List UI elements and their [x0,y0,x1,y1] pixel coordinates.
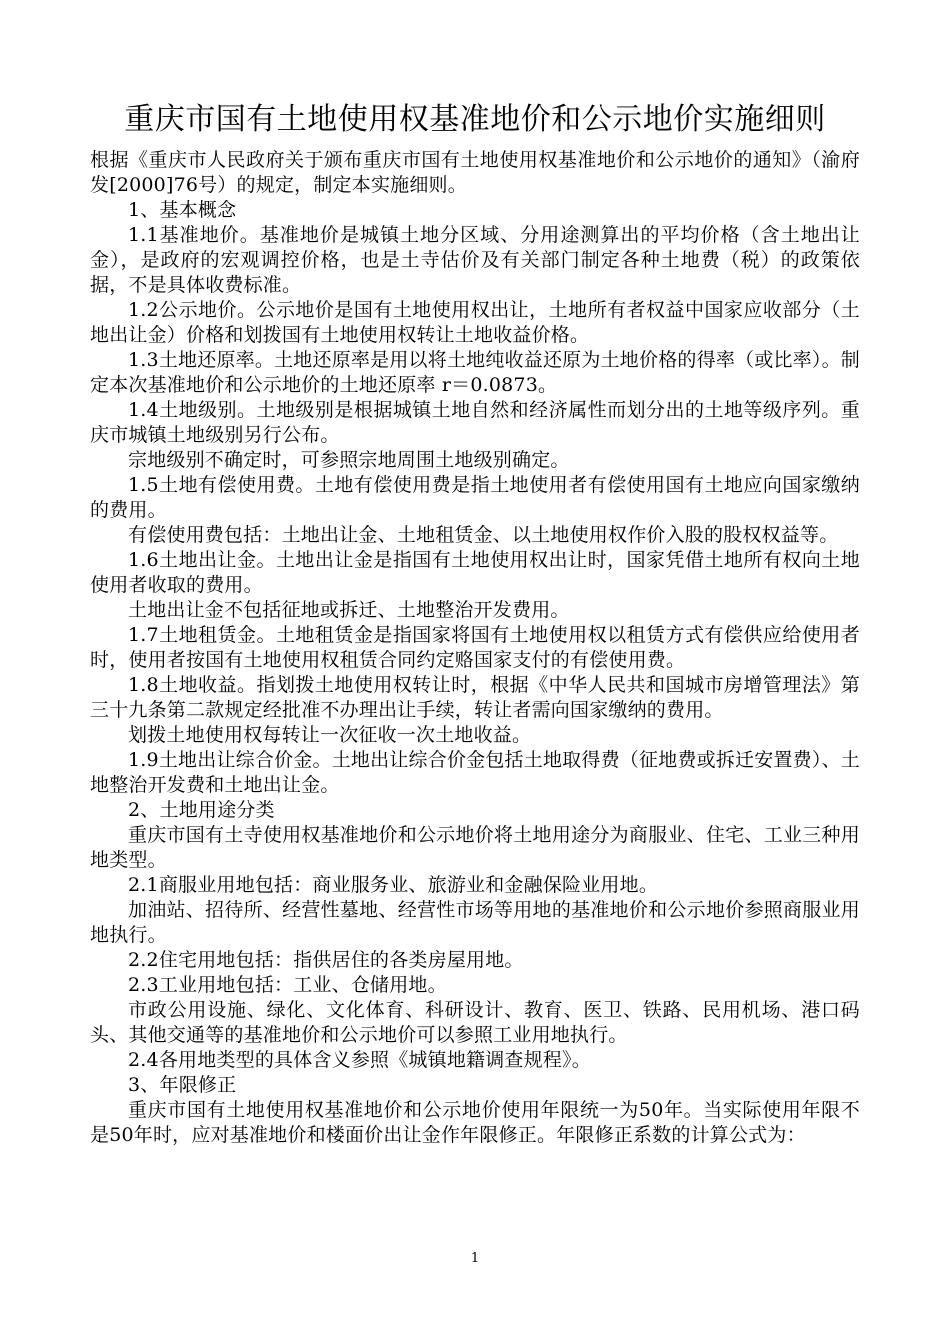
paragraph: 1、基本概念 [128,199,237,221]
paragraph: 2.3工业用地包括：工业、仓储用地。 [128,974,447,996]
paragraph: 重庆市国有土地使用权基准地价和公示地价使用年限统一为50年。当实际使用年限不是50年时，应对基准地价和楼面价出让金作年限修正。年限修正系数的计算公式为： [90,1099,860,1146]
paragraph: 2.1商服业用地包括：商业服务业、旅游业和金融保险业用地。 [128,874,659,896]
paragraph: 2、土地用途分类 [128,799,275,821]
paragraph: 2.4各用地类型的具体含义参照《城镇地籍调查规程》。 [128,1049,591,1071]
paragraph: 3、年限修正 [128,1074,237,1096]
paragraph: 1.9土地出让综合价金。土地出让综合价金包括土地取得费（征地费或拆迁安置费）、土地整治开发费和土地出让金。 [90,749,860,796]
paragraph: 有偿使用费包括：土地出让金、土地租赁金、以土地使用权作价入股的股权权益等。 [128,524,839,546]
paragraph: 1.3土地还原率。土地还原率是用以将土地纯收益还原为土地价格的得率（或比率）。制定本次基准地价和公示地价的土地还原率 r＝0.0873。 [90,349,860,396]
paragraph: 宗地级别不确定时，可参照宗地周围土地级别确定。 [128,449,570,471]
paragraph: 加油站、招待所、经营性墓地、经营性市场等用地的基准地价和公示地价参照商服业用地执行。 [90,899,860,946]
paragraph: 2.2住宅用地包括：指供居住的各类房屋用地。 [128,949,524,971]
page-number: 1 [470,1251,480,1266]
paragraph: 重庆市国有土寺使用权基准地价和公示地价将土地用途分为商服业、住宅、工业三种用地类型。 [90,824,860,871]
paragraph: 土地出让金不包括征地或拆迁、土地整治开发费用。 [128,599,570,621]
paragraph: 1.4土地级别。土地级别是根据城镇土地自然和经济属性而划分出的土地等级序列。重庆市城镇土地级别另行公布。 [90,399,860,446]
paragraph: 1.5土地有偿使用费。土地有偿使用费是指土地使用者有偿使用国有土地应向国家缴纳的费用。 [90,474,860,521]
paragraph: 市政公用设施、绿化、文化体育、科研设计、教育、医卫、铁路、民用机场、港口码头、其他交通等的基准地价和公示地价可以参照工业用地执行。 [90,999,860,1046]
paragraph: 1.7土地租赁金。土地租赁金是指国家将国有土地使用权以租赁方式有偿供应给使用者时，使用者按国有土地使用权租赁合同约定赂国家支付的有偿使用费。 [90,624,860,671]
paragraph: 根据《重庆市人民政府关于颁布重庆市国有土地使用权基准地价和公示地价的通知》（渝府发[2000]76号）的规定，制定本实施细则。 [90,149,860,196]
paragraph: 1.2公示地价。公示地价是国有土地使用权出让，土地所有者权益中国家应收部分（土地出让金）价格和划拨国有土地使用权转让土地收益价格。 [90,299,860,346]
document-title: 重庆市国有土地使用权基准地价和公示地价实施细则 [124,102,826,137]
paragraph: 1.8土地收益。指划拨土地使用权转让时，根据《中华人民共和国城市房增管理法》第三十九条第二款规定经批准不办理出让手续，转让者需向国家缴纳的费用。 [90,674,860,721]
document-body [90,148,860,1148]
paragraph: 1.1基准地价。基准地价是城镇土地分区域、分用途测算出的平均价格（含土地出让金），是政府的宏观调控价格，也是土寺估价及有关部门制定各种土地费（税）的政策依据，不是具体收费标准。 [90,224,860,296]
paragraph: 1.6土地出让金。土地出让金是指国有土地使用权出让时，国家凭借土地所有权向土地使用者收取的费用。 [90,549,860,596]
paragraph: 划拨土地使用权每转让一次征收一次土地收益。 [128,724,532,746]
